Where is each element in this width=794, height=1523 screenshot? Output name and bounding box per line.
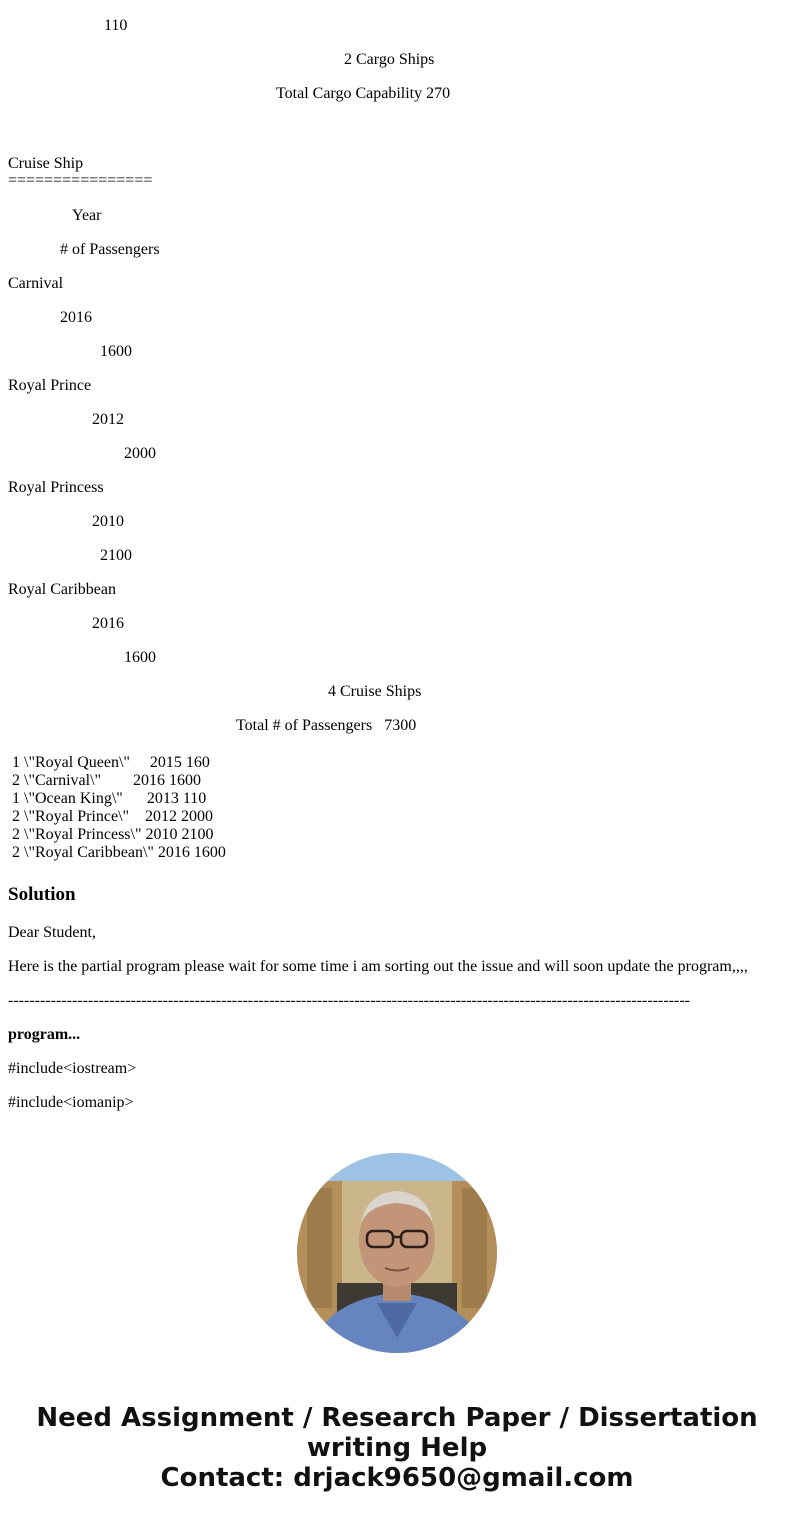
ship-year: 2012 — [92, 411, 124, 428]
text-line: Total Cargo Capability 270 — [276, 85, 451, 102]
column-header: Year — [72, 207, 102, 224]
footer-line: Need Assignment / Research Paper / Dissertation — [36, 1403, 758, 1433]
ship-passengers: 2000 — [124, 445, 156, 462]
ship-year: 2010 — [92, 513, 124, 530]
ship-name: Royal Prince — [8, 377, 92, 394]
greeting: Dear Student, — [8, 924, 96, 941]
footer-promo — [0, 1403, 794, 1493]
section-underline: ================ — [8, 172, 153, 189]
solution-heading: Solution — [8, 884, 76, 905]
section-title: Cruise Ship — [8, 155, 84, 172]
ship-year: 2016 — [60, 309, 92, 326]
ship-name: Royal Princess — [8, 479, 104, 496]
tutor-portrait-icon — [297, 1153, 497, 1353]
ship-name: Royal Caribbean — [8, 581, 116, 598]
program-label: program... — [8, 1026, 81, 1043]
input-data-block: 1 \"Royal Queen\" 2015 160 2 \"Carnival\" 2016 1600 1 \"Ocean King\" 2013 110 2 \"Royal Prince\" 2012 2000 2 \"Royal Princess\" 2010 2100 2 \"Royal Caribbean\" 2016 1600 — [12, 754, 226, 861]
summary-count: 4 Cruise Ships — [328, 683, 422, 700]
tutor-avatar — [297, 1153, 497, 1353]
ship-year: 2016 — [92, 615, 124, 632]
footer-contact: Contact: drjack9650@gmail.com — [160, 1463, 634, 1493]
answer-message: Here is the partial program please wait for some time i am sorting out the issue and will soon update the program,,,, — [8, 958, 748, 975]
ship-passengers: 1600 — [124, 649, 156, 666]
text-line: 2 Cargo Ships — [344, 51, 435, 68]
ship-name: Carnival — [8, 275, 64, 292]
footer-line: writing Help — [306, 1433, 488, 1463]
divider-line: -------------------------------------------------------------------------------------------------------------------------------- — [8, 992, 690, 1009]
ship-passengers: 2100 — [100, 547, 132, 564]
summary-total: Total # of Passengers 7300 — [236, 717, 417, 734]
column-header: # of Passengers — [60, 241, 160, 258]
code-line: #include<iostream> — [8, 1060, 137, 1077]
code-line: #include<iomanip> — [8, 1094, 134, 1111]
text-line: 110 — [104, 17, 128, 34]
ship-passengers: 1600 — [100, 343, 132, 360]
